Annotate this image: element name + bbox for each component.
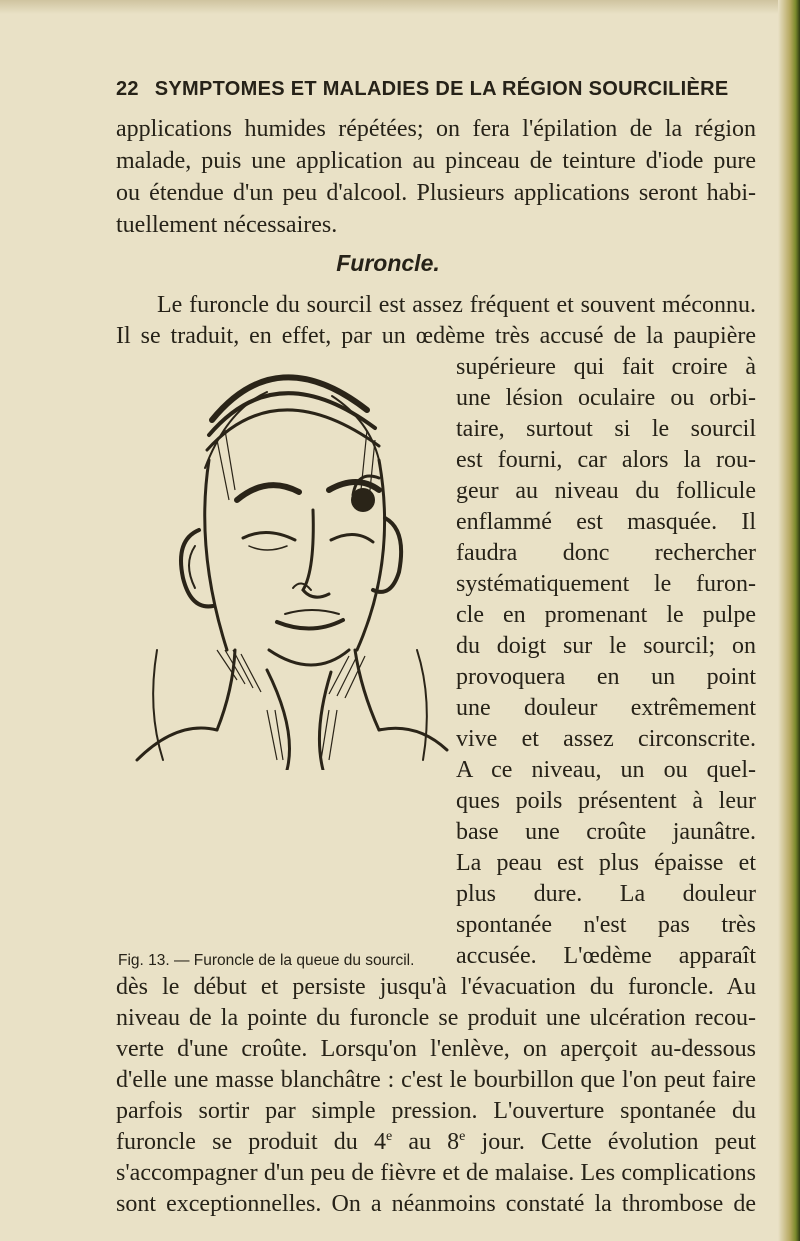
- evolution-sup-2: e: [459, 1129, 466, 1144]
- wrap-line-20: accusée. L'œdème apparaît: [456, 943, 756, 969]
- wrap-line-11: provoquera en un point: [456, 664, 756, 690]
- wrap-line-9: cle en promenant le pulpe: [456, 602, 756, 628]
- page-edge-top: [0, 0, 800, 14]
- after-line-3: verte d'une croûte. Lorsqu'on l'enlève, on aperçoit au-dessous: [116, 1036, 756, 1062]
- intro-line-3: ou étendue d'un peu d'alcool. Plusieurs applications seront habi-: [116, 180, 756, 206]
- wrap-line-16: base une croûte jaunâtre.: [456, 819, 756, 845]
- evolution-after: jour. Cette évolution peut: [465, 1129, 756, 1155]
- running-head-title: SYMPTOMES ET MALADIES DE LA RÉGION SOURCILIÈRE: [154, 78, 729, 100]
- figure-caption: Fig. 13. — Furoncle de la queue du sourcil.: [118, 952, 415, 969]
- wrap-line-15: ques poils présentent à leur: [456, 788, 756, 814]
- intro-line-1: applications humides répétées; on fera l'épilation de la région: [116, 116, 756, 142]
- wrap-line-10: du doigt sur le sourcil; on: [456, 633, 756, 659]
- page-number: 22: [116, 78, 139, 100]
- after-line-5: parfois sortir par simple pression. L'ouverture spontanée du: [116, 1098, 756, 1124]
- wrap-line-1: supérieure qui fait croire à: [456, 354, 756, 380]
- figure-illustration: [117, 350, 452, 770]
- wrap-line-5: geur au niveau du follicule: [456, 478, 756, 504]
- wrap-line-3: taire, surtout si le sourcil: [456, 416, 756, 442]
- wrap-line-14: A ce niveau, un ou quel-: [456, 757, 756, 783]
- wrap-line-13: vive et assez circonscrite.: [456, 726, 756, 752]
- evolution-before: furoncle se produit du 4: [116, 1129, 386, 1155]
- wrap-line-4: est fourni, car alors la rou-: [456, 447, 756, 473]
- wrap-line-6: enflammé est masquée. Il: [456, 509, 756, 535]
- intro-line-2: malade, puis une application au pinceau de teinture d'iode pure: [116, 148, 756, 174]
- furuncle-engraving: [117, 350, 452, 770]
- intro-line-4: tuellement nécessaires.: [116, 212, 338, 238]
- end-line-2: sont exceptionnelles. On a néanmoins constaté la thrombose de: [116, 1191, 756, 1217]
- after-line-2: niveau de la pointe du furoncle se produit une ulcération recou-: [116, 1005, 756, 1031]
- wrap-line-12: une douleur extrêmement: [456, 695, 756, 721]
- end-line-1: s'accompagner d'un peu de fièvre et de malaise. Les complications: [116, 1160, 756, 1186]
- wrap-line-2: une lésion oculaire ou orbi-: [456, 385, 756, 411]
- running-head: [116, 78, 756, 101]
- wrap-line-17: La peau est plus épaisse et: [456, 850, 756, 876]
- evolution-middle: au 8: [392, 1129, 460, 1155]
- wrap-line-8: systématiquement le furon-: [456, 571, 756, 597]
- section-title: Furoncle.: [336, 250, 440, 276]
- wrap-line-19: spontanée n'est pas très: [456, 912, 756, 938]
- after-line-4: d'elle une masse blanchâtre : c'est le bourbillon que l'on peut faire: [116, 1067, 756, 1093]
- after-line-1: dès le début et persiste jusqu'à l'évacuation du furoncle. Au: [116, 974, 756, 1000]
- wrap-line-18: plus dure. La douleur: [456, 881, 756, 907]
- page-edge-right: [778, 0, 800, 1241]
- para1-line-2: Il se traduit, en effet, par un œdème très accusé de la paupière: [116, 323, 756, 349]
- evolution-line: [116, 1127, 756, 1157]
- para1-line-1: Le furoncle du sourcil est assez fréquent et souvent méconnu.: [157, 292, 756, 318]
- evolution-sup-1: e: [385, 1129, 393, 1144]
- wrap-line-7: faudra donc rechercher: [456, 540, 756, 566]
